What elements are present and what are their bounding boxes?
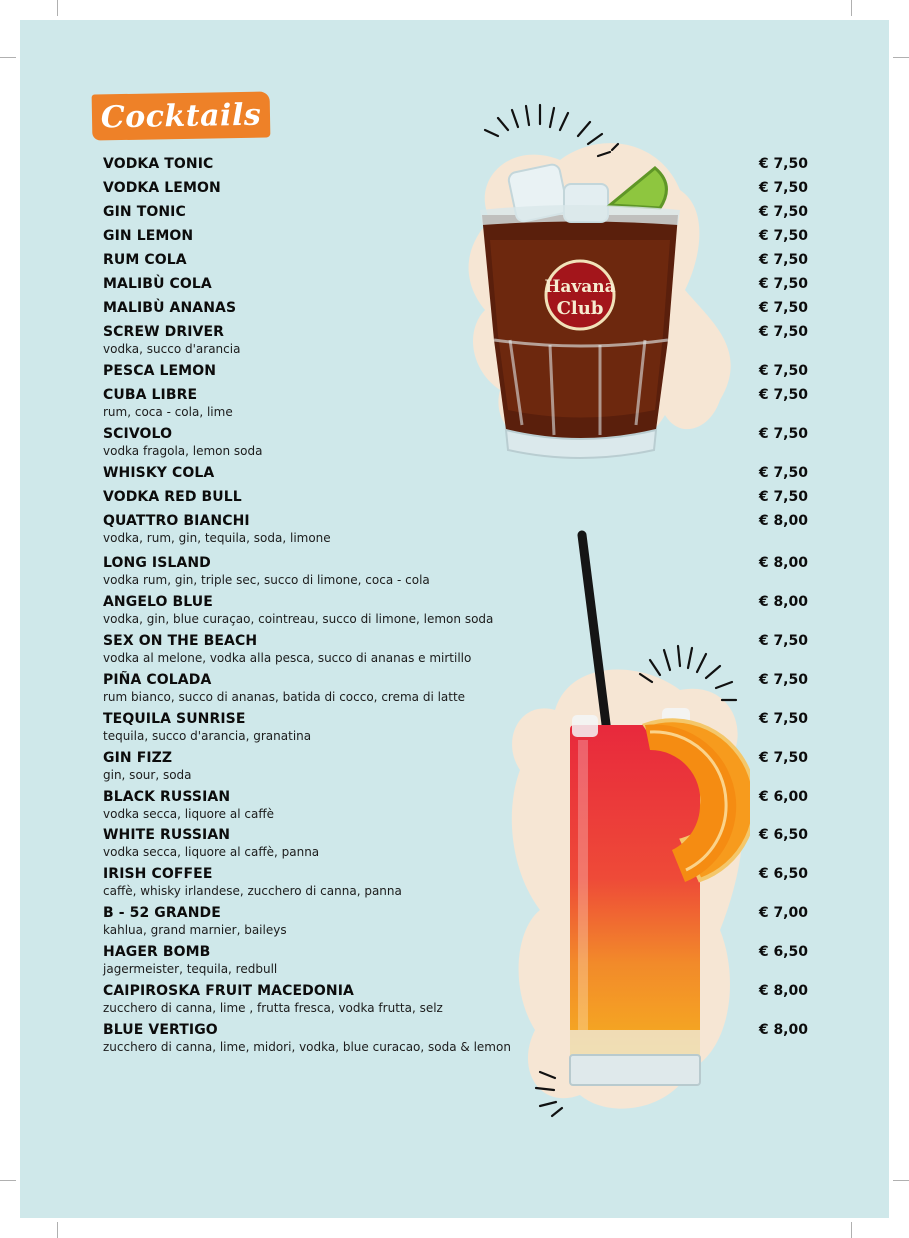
item-description: vodka al melone, vodka alla pesca, succo di ananas e mirtillo [103, 651, 472, 665]
item-description: vodka rum, gin, triple sec, succo di limone, coca - cola [103, 573, 430, 587]
item-price: € 7,50 [758, 252, 808, 268]
tequila-sunrise-glass-icon [500, 510, 750, 1120]
item-price: € 7,50 [758, 633, 808, 649]
item-price: € 7,50 [758, 711, 808, 727]
crop-mark [851, 0, 852, 16]
item-description: jagermeister, tequila, redbull [103, 962, 278, 976]
item-price: € 7,50 [758, 204, 808, 220]
item-price: € 8,00 [758, 594, 808, 610]
item-description: vodka, rum, gin, tequila, soda, limone [103, 531, 331, 545]
item-price: € 8,00 [758, 555, 808, 571]
item-description: kahlua, grand marnier, baileys [103, 923, 287, 937]
logo-line-2: Club [556, 298, 604, 319]
item-name: VODKA TONIC [103, 156, 214, 172]
item-price: € 8,00 [758, 983, 808, 999]
item-price: € 7,50 [758, 387, 808, 403]
item-name: ANGELO BLUE [103, 594, 213, 610]
item-description: zucchero di canna, lime , frutta fresca, vodka frutta, selz [103, 1001, 443, 1015]
item-name: IRISH COFFEE [103, 866, 213, 882]
item-name: SCIVOLO [103, 426, 173, 442]
item-name: WHITE RUSSIAN [103, 827, 231, 843]
item-price: € 7,50 [758, 426, 808, 442]
item-description: tequila, succo d'arancia, granatina [103, 729, 312, 743]
item-name: BLACK RUSSIAN [103, 789, 231, 805]
crop-mark [57, 1222, 58, 1238]
item-name: VODKA LEMON [103, 180, 221, 196]
item-price: € 7,50 [758, 465, 808, 481]
item-name: GIN LEMON [103, 228, 194, 244]
item-description: vodka, succo d'arancia [103, 342, 241, 356]
item-price: € 6,00 [758, 789, 808, 805]
item-price: € 7,00 [758, 905, 808, 921]
item-price: € 7,50 [758, 300, 808, 316]
item-description: gin, sour, soda [103, 768, 192, 782]
rum-cola-glass-icon [450, 100, 750, 470]
item-price: € 8,00 [758, 513, 808, 529]
item-price: € 7,50 [758, 180, 808, 196]
item-name: LONG ISLAND [103, 555, 211, 571]
item-price: € 7,50 [758, 324, 808, 340]
item-name: WHISKY COLA [103, 465, 215, 481]
menu-sheet [20, 20, 889, 1218]
item-price: € 7,50 [758, 156, 808, 172]
menu-title: Cocktails [100, 97, 262, 135]
item-price: € 6,50 [758, 827, 808, 843]
item-name: HAGER BOMB [103, 944, 211, 960]
item-name: MALIBÙ COLA [103, 276, 212, 292]
item-price: € 8,00 [758, 1022, 808, 1038]
item-name: SEX ON THE BEACH [103, 633, 258, 649]
item-name: TEQUILA SUNRISE [103, 711, 246, 727]
item-name: GIN TONIC [103, 204, 186, 220]
item-name: CAIPIROSKA FRUIT MACEDONIA [103, 983, 354, 999]
item-description: vodka secca, liquore al caffè [103, 807, 274, 821]
item-price: € 6,50 [758, 866, 808, 882]
item-price: € 7,50 [758, 672, 808, 688]
item-price: € 7,50 [758, 276, 808, 292]
item-price: € 7,50 [758, 228, 808, 244]
item-price: € 7,50 [758, 489, 808, 505]
item-price: € 6,50 [758, 944, 808, 960]
item-name: GIN FIZZ [103, 750, 173, 766]
crop-mark [0, 57, 16, 58]
item-description: zucchero di canna, lime, midori, vodka, blue curacao, soda & lemon [103, 1040, 511, 1054]
logo-line-1: Havana [544, 277, 616, 297]
item-name: SCREW DRIVER [103, 324, 225, 340]
item-name: B - 52 GRANDE [103, 905, 221, 921]
crop-mark [0, 1180, 16, 1181]
crop-mark [851, 1222, 852, 1238]
item-description: vodka fragola, lemon soda [103, 444, 263, 458]
crop-mark [893, 57, 909, 58]
item-name: PIÑA COLADA [103, 672, 212, 688]
item-name: CUBA LIBRE [103, 387, 198, 403]
item-price: € 7,50 [758, 750, 808, 766]
item-description: caffè, whisky irlandese, zucchero di canna, panna [103, 884, 402, 898]
item-description: rum, coca - cola, lime [103, 405, 233, 419]
item-name: MALIBÙ ANANAS [103, 300, 237, 316]
item-name: BLUE VERTIGO [103, 1022, 218, 1038]
item-price: € 7,50 [758, 363, 808, 379]
item-description: vodka, gin, blue curaçao, cointreau, succo di limone, lemon soda [103, 612, 494, 626]
item-name: QUATTRO BIANCHI [103, 513, 250, 529]
item-description: vodka secca, liquore al caffè, panna [103, 845, 320, 859]
crop-mark [57, 0, 58, 16]
menu-title-badge [92, 91, 271, 140]
item-name: VODKA RED BULL [103, 489, 242, 505]
havana-club-logo [544, 261, 615, 329]
item-description: rum bianco, succo di ananas, batida di cocco, crema di latte [103, 690, 466, 704]
item-name: RUM COLA [103, 252, 187, 268]
crop-mark [893, 1180, 909, 1181]
item-name: PESCA LEMON [103, 363, 217, 379]
